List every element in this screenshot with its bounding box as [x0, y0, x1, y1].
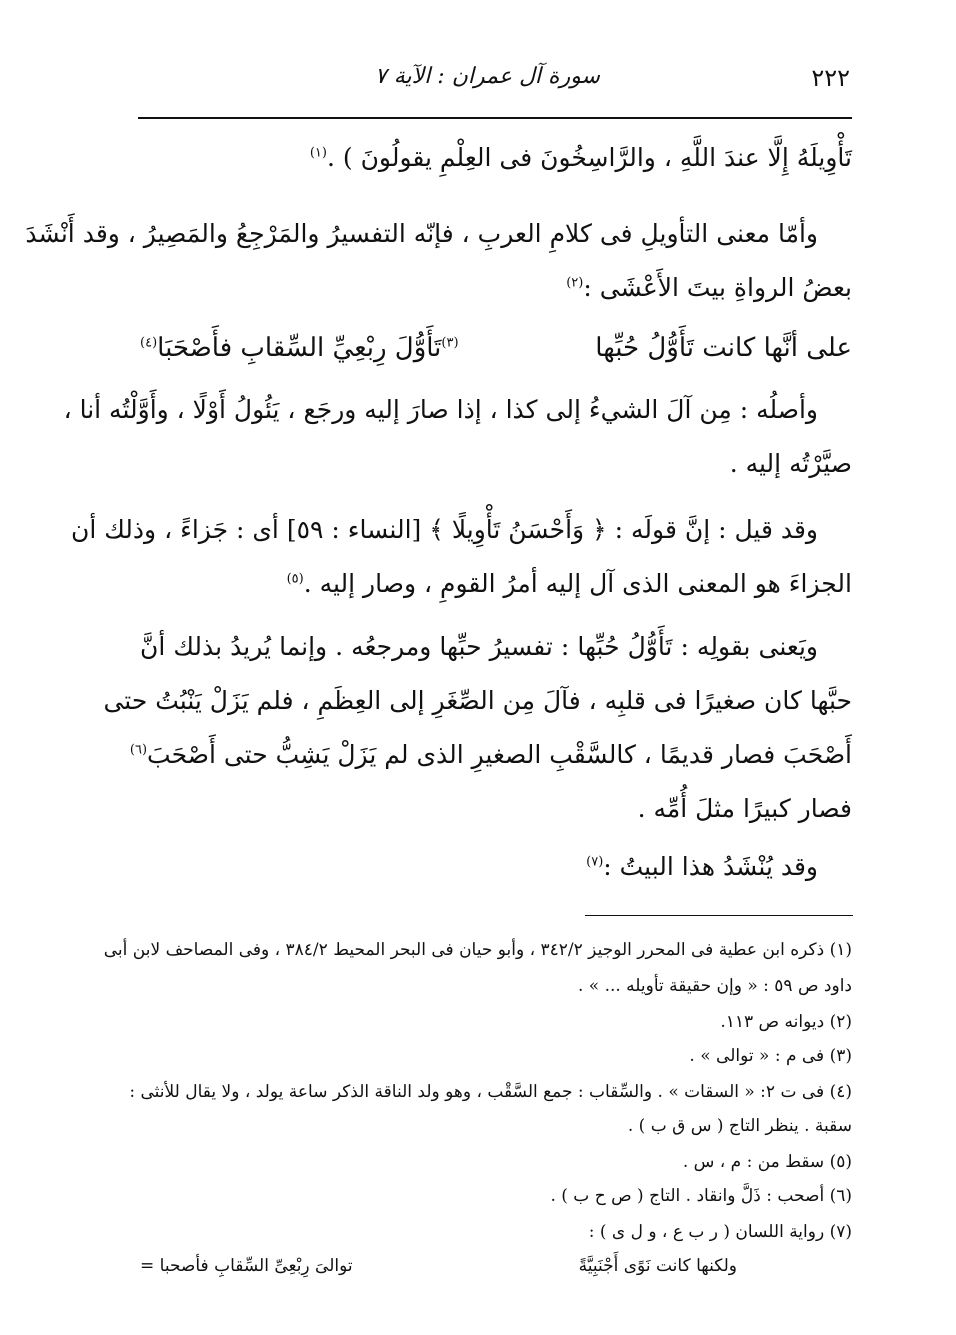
page-number: ٢٢٢ [811, 64, 850, 92]
footnote-marker: (٧) [586, 854, 604, 870]
footnote-separator [585, 915, 853, 916]
text-line: أَصْحَبَ فصار قديمًا ، كالسَّقْبِ الصغيرِ الذى لم يَزَلْ يَشِبُّ حتى أَصْحَبَ$^{(٦)}$ [129, 740, 852, 769]
text-line: وأصلُه : مِن آلَ الشيءُ إلى كذا ، إذا صارَ إليه ورجَع ، يَئُولُ أَوْلًا ، وأَوَّلْتُه أنا ، [63, 395, 818, 424]
text-line: صيَّرْتُه إليه . [729, 449, 852, 478]
footnote-marker: (٣) [441, 335, 459, 351]
footnote-marker: (٥) [286, 571, 304, 587]
footnote-marker: (٦) [129, 742, 148, 758]
footnote-marker: (١) [309, 145, 327, 161]
text-line: بعضُ الرواةِ بيتَ الأَعْشَى :$^{(٢)}$ [566, 273, 852, 302]
verse [140, 333, 852, 385]
text-line: وقد قيل : إنَّ قولَه : ﴿ وَأَحْسَنُ تَأْوِيلًا ﴾ [النساء : ٥٩] أى : جَزاءً ، وذلك أن [70, 515, 818, 544]
footnote-marker: (٤) [140, 335, 158, 351]
footnote-line: (٣) فى م : « توالى » . [689, 1046, 852, 1066]
footnote-verse-first-hemistich: ولكنها كانت نَوًى أَجْنَبِيَّةً [578, 1256, 737, 1276]
footnote-marker: (٢) [566, 275, 584, 291]
footnote-line: (٤) فى ت ٢: « السقات » . والسِّقاب : جمع السَّقْب ، وهو ولد الناقة الذكر ساعة يولد ، ولا يقال للأنثى : [129, 1082, 852, 1102]
footnote-verse-second-hemistich: توالىَ رِبْعِىِّ السِّقابِ فأصحبا = [140, 1256, 353, 1276]
verse-second-hemistich: $^{(٣)}$تَأَوُّلَ رِبْعِيِّ السِّقابِ فأَصْحَبَا$^{(٤)}$ [140, 333, 459, 363]
footnote-line: داود ص ٥٩ : « وإن حقيقة تأويله ... » . [577, 976, 852, 996]
text-line: تَأْوِيلَهُ إِلَّا عندَ اللَّهِ ، والرَّاسِخُونَ فى العِلْمِ يقولُونَ ) .$^{(١)}$ [309, 143, 852, 172]
footnote-line: (٧) رواية اللسان ( ر ب ع ، و ل ى ) : [588, 1222, 852, 1242]
text-line: حبَّها كان صغيرًا فى قلبِه ، فآلَ مِن الصِّغَرِ إلى العِظَمِ ، فلم يَزَلْ يَنْبُتُ حتى [103, 686, 852, 715]
text-line: الجزاءَ هو المعنى الذى آل إليه أمرُ القومِ ، وصار إليه .$^{(٥)}$ [286, 569, 852, 598]
text-line: وقد يُنْشَدُ هذا البيتُ :$^{(٧)}$ [586, 852, 818, 881]
footnote-verse [140, 1256, 852, 1288]
text-line: ويَعنى بقولِه : تَأَوُّلُ حُبِّها : تفسيرُ حبِّها ومرجعُه . وإنما يُريدُ بذلك أنَّ [140, 632, 818, 661]
footnote-line: (٦) أصحب : ذَلَّ وانقاد . التاج ( ص ح ب ) . [550, 1186, 852, 1206]
footnote-line: سقبة . ينظر التاج ( س ق ب ) . [627, 1116, 852, 1136]
running-title: سورة آل عمران : الآية ٧ [374, 64, 600, 89]
text-line: وأمّا معنى التأويلِ فى كلامِ العربِ ، فإنّه التفسيرُ والمَرْجِعُ والمَصِيرُ ، وقد أَنْشَدَ [25, 219, 818, 248]
footnote-line: (٥) سقط من : م ، س . [682, 1152, 852, 1172]
header-rule [138, 117, 852, 119]
verse-first-hemistich: على أنَّها كانت تَأَوُّلُ حُبِّها [595, 333, 852, 363]
page-header [138, 60, 850, 100]
text-line: فصار كبيرًا مثلَ أُمِّه . [637, 794, 852, 823]
footnote-line: (١) ذكره ابن عطية فى المحرر الوجيز ٣٤٢/٢ ، وأبو حيان فى البحر المحيط ٣٨٤/٢ ، وفى المصاحف لابن أبى [103, 940, 852, 960]
footnote-line: (٢) ديوانه ص ١١٣. [720, 1012, 852, 1032]
